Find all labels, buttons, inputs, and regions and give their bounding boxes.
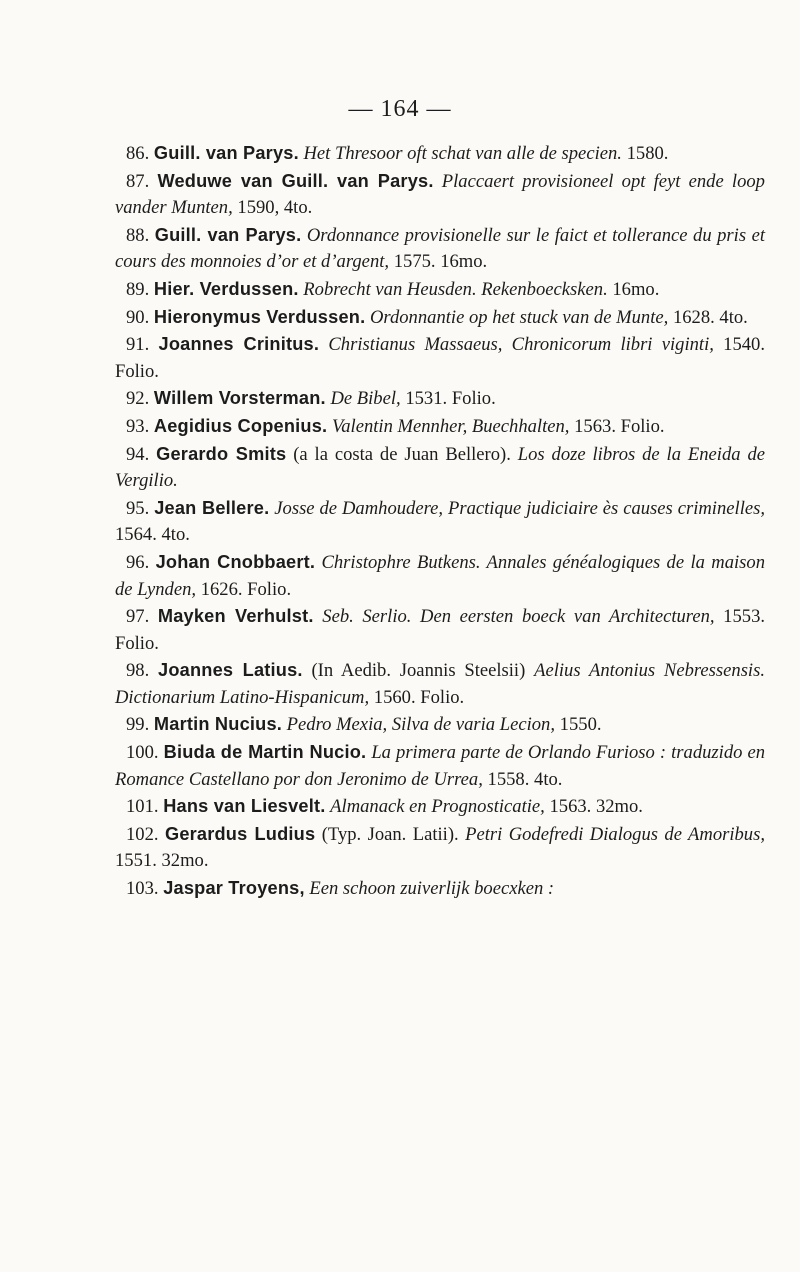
printer-name: Hieronymus Verdussen. <box>153 306 366 327</box>
entry-number: 101. <box>126 796 159 818</box>
book-title: Christianus Massaeus, Chronicorum libri viginti, <box>328 334 714 356</box>
list-item <box>115 168 765 222</box>
entry-number: 96. <box>126 551 150 573</box>
printer-name: Weduwe van Guill. van Parys. <box>157 170 434 191</box>
entry-details: 1553. Folio. <box>115 606 766 654</box>
printer-name: Hans van Liesvelt. <box>163 796 326 817</box>
printer-name: Guill. van Parys. <box>154 224 302 245</box>
printer-name: Mayken Verhulst. <box>157 606 314 627</box>
entry-number: 89. <box>126 278 150 300</box>
printer-name: Gerardo Smits <box>156 443 287 464</box>
book-title: Christophre Butkens. Annales généalogiques de la maison de Lynden, <box>115 551 765 600</box>
list-item <box>115 657 765 711</box>
entry-number: 88. <box>126 224 150 246</box>
entry-number: 95. <box>126 497 150 519</box>
entry-number: 98. <box>126 660 150 682</box>
entry-number: 100. <box>126 742 159 764</box>
entry-details: 1590, 4to. <box>237 197 313 219</box>
list-item <box>115 385 765 413</box>
entry-number: 86. <box>126 143 150 164</box>
book-title: Een schoon zuiverlijk boecxken : <box>309 878 555 900</box>
entry-number: 97. <box>126 606 150 628</box>
entry-details: 1560. Folio. <box>373 686 465 708</box>
book-title: Robrecht van Heusden. Rekenboecksken. <box>303 278 608 300</box>
list-item <box>115 739 765 793</box>
entry-number: 103. <box>126 878 159 900</box>
printer-name: Gerardus Ludius <box>164 823 316 844</box>
entry-number: 94. <box>126 443 150 465</box>
entry-number: 90. <box>126 306 150 328</box>
book-title: Petri Godefredi Dialogus de Amoribus, <box>465 823 765 845</box>
printer-name: Aegidius Copenius. <box>153 415 328 436</box>
list-item <box>115 495 765 549</box>
book-title: Aelius Antonius Nebressensis. Dictionarium Latino-Hispanicum, <box>115 660 765 708</box>
book-title: Josse de Damhoudere, Practique judiciaire ès causes criminelles, <box>274 497 765 519</box>
printer-name: Guill. van Parys. <box>153 143 299 163</box>
book-title: Seb. Serlio. Den eersten boeck van Architecturen, <box>322 606 715 628</box>
entry-details: 1580. <box>626 143 669 164</box>
entry-details: 1575. 16mo. <box>393 251 488 273</box>
book-title: Het Thresoor oft schat van alle de specien. <box>303 143 622 164</box>
list-item <box>115 875 765 903</box>
entry-number: 87. <box>126 170 150 192</box>
list-item <box>115 304 765 332</box>
list-item <box>115 441 765 495</box>
book-title: Placcaert provisioneel opt feyt ende loop vander Munten, <box>115 170 765 219</box>
printer-name: Martin Nucius. <box>153 714 283 735</box>
list-item <box>115 793 765 821</box>
book-title: Los doze libros de la Eneida de Vergilio. <box>115 443 765 492</box>
entry-details: 1628. 4to. <box>672 306 748 328</box>
book-title: La primera parte de Orlando Furioso : traduzido en Romance Castellano por don Jeronimo de Urrea, <box>115 742 766 790</box>
entry-details: 1558. 4to. <box>487 768 563 790</box>
list-item <box>115 140 765 168</box>
list-item <box>115 413 765 441</box>
list-item <box>115 276 765 304</box>
book-title: Valentin Mennher, Buechhalten, <box>331 415 570 437</box>
entry-number: 93. <box>126 415 150 437</box>
entry-details: 1531. Folio. <box>405 388 496 410</box>
book-title: Almanack en Prognosticatie, <box>330 796 545 818</box>
printer-name: Willem Vorsterman. <box>153 388 326 409</box>
entry-details: 1563. Folio. <box>574 415 665 437</box>
book-title: Pedro Mexia, Silva de varia Lecion, <box>286 714 556 736</box>
entry-number: 92. <box>126 388 150 410</box>
entry-number: 99. <box>126 714 150 736</box>
entry-number: 102. <box>126 823 159 845</box>
entry-number: 91. <box>126 334 150 356</box>
page-number: — 164 — <box>348 96 452 122</box>
list-item <box>115 331 765 385</box>
entry-details: 1563. 32mo. <box>549 796 643 818</box>
list-item <box>115 222 765 276</box>
entry-note: (In Aedib. Joannis Steelsii) <box>311 660 526 682</box>
printer-name: Jaspar Troyens, <box>163 878 305 899</box>
list-item <box>115 711 765 739</box>
book-title: De Bibel, <box>330 388 401 410</box>
entry-details: 1564. 4to. <box>115 524 190 546</box>
list-item <box>115 821 765 875</box>
list-item <box>115 549 765 603</box>
printer-name: Biuda de Martin Nucio. <box>163 742 367 763</box>
entry-details: 1550. <box>559 714 602 736</box>
entry-details: 1540. Folio. <box>115 334 765 382</box>
entry-details: 16mo. <box>612 278 660 300</box>
book-title: Ordonnance provisionelle sur le faict et tollerance du pris et cours des monnoies d’or et d’argent, <box>115 224 765 273</box>
book-title: Ordonnantie op het stuck van de Munte, <box>369 306 669 328</box>
printer-name: Joannes Latius. <box>158 660 303 681</box>
printer-name: Jean Bellere. <box>154 497 270 518</box>
entry-note: (Typ. Joan. Latii). <box>321 823 459 845</box>
printer-name: Johan Cnobbaert. <box>155 551 316 572</box>
entry-list <box>115 140 765 903</box>
entry-note: (a la costa de Juan Bellero). <box>293 443 511 465</box>
printer-name: Hier. Verdussen. <box>153 278 299 299</box>
entry-details: 1626. Folio. <box>200 578 292 600</box>
entry-details: 1551. 32mo. <box>115 850 209 872</box>
list-item <box>115 603 765 657</box>
printer-name: Joannes Crinitus. <box>158 334 320 355</box>
